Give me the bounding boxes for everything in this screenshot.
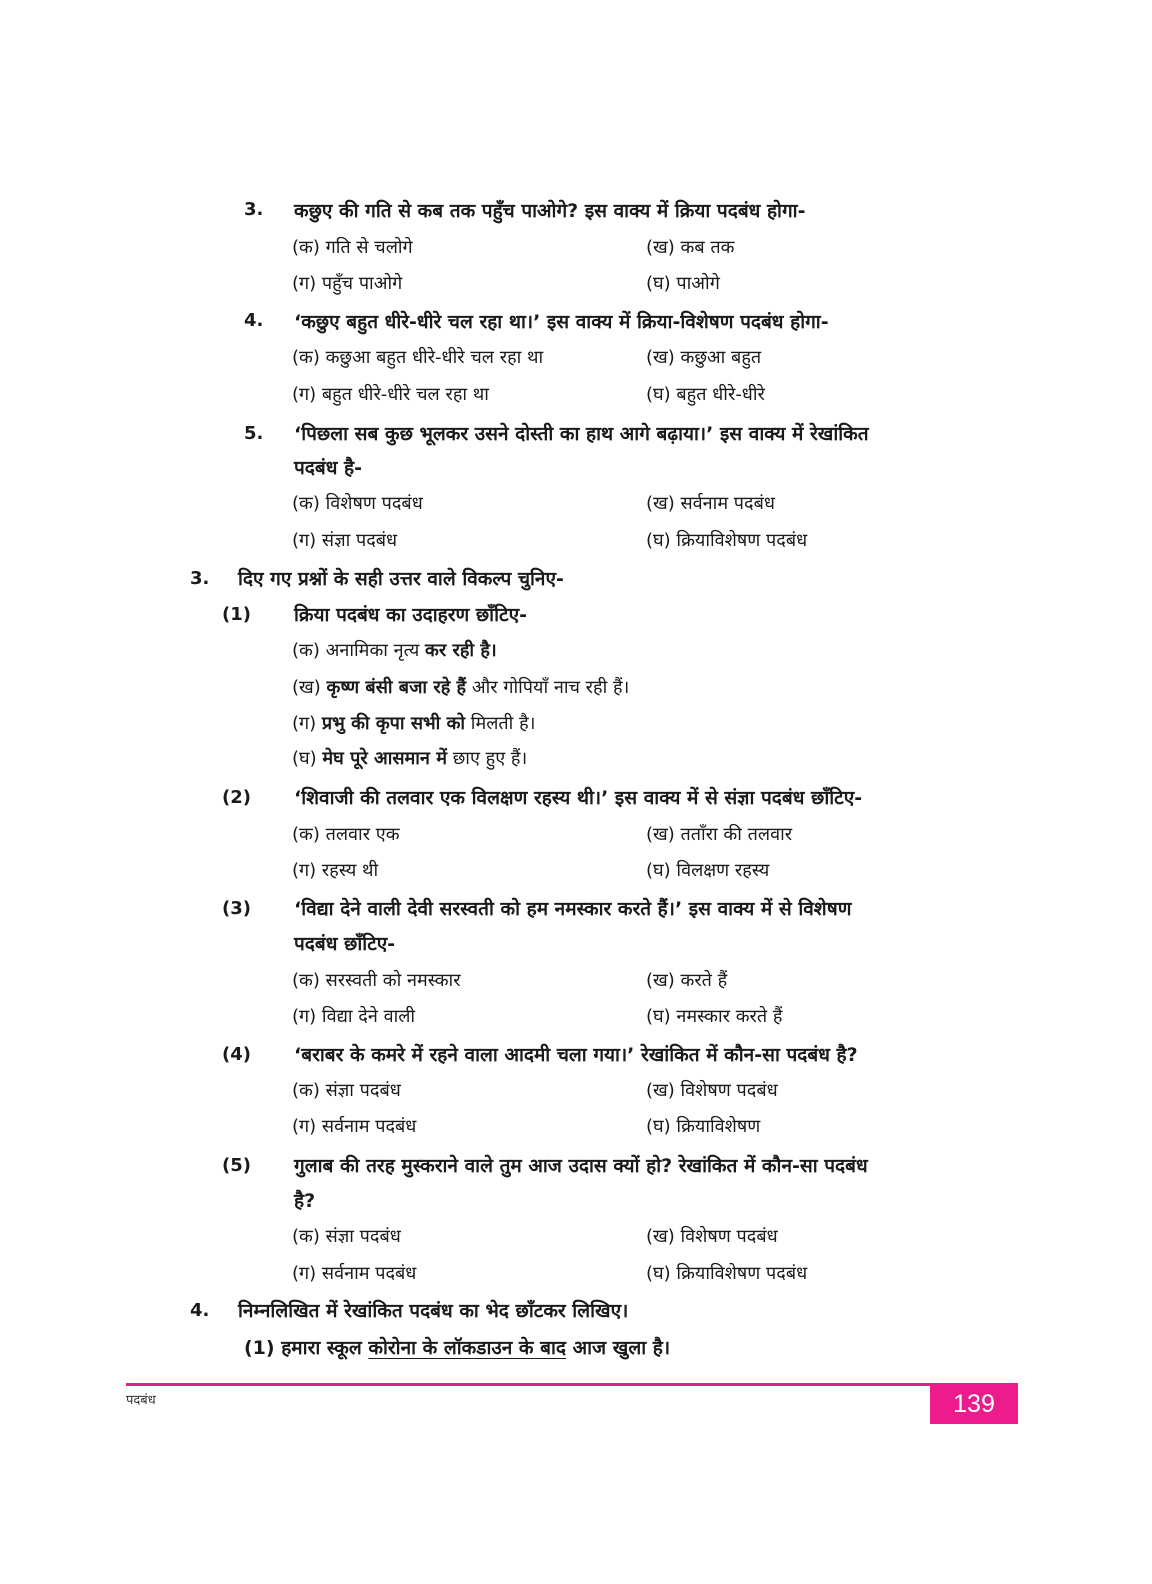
s3-q5-option-kha: (ख) विशेषण पदबंध	[646, 1226, 778, 1247]
q4a-option-kha: (ख) कछुआ बहुत	[646, 347, 762, 368]
s3-q1-option-ga: (ग) प्रभु की कृपा सभी को मिलती है।	[292, 713, 536, 734]
question-5a-number: 5.	[244, 423, 264, 444]
section-4-number: 4.	[190, 1300, 210, 1321]
question-3a-text: कछुए की गति से कब तक पहुँच पाओगे? इस वाक्य में क्रिया पदबंध होगा-	[294, 200, 806, 222]
s3-q5-option-ga: (ग) सर्वनाम पदबंध	[292, 1263, 417, 1284]
s3-q5-number: (5)	[222, 1155, 251, 1176]
q4a-option-ka: (क) कछुआ बहुत धीरे-धीरे चल रहा था	[292, 347, 544, 368]
q3a-option-kha: (ख) कब तक	[646, 237, 735, 258]
s4-item1-underlined: कोरोना के लॉकडाउन के बाद	[368, 1337, 567, 1359]
s3-q5-option-gha: (घ) क्रियाविशेषण पदबंध	[646, 1263, 808, 1284]
q5a-option-kha: (ख) सर्वनाम पदबंध	[646, 493, 775, 514]
section-4-title: निम्नलिखित में रेखांकित पदबंध का भेद छाँटकर लिखिए।	[238, 1300, 629, 1322]
s3-q5-line1: गुलाब की तरह मुस्कराने वाले तुम आज उदास क्यों हो? रेखांकित में कौन-सा पदबंध	[294, 1155, 868, 1177]
s3-q1-text: क्रिया पदबंध का उदाहरण छाँटिए-	[294, 604, 527, 626]
s3-q4-option-kha: (ख) विशेषण पदबंध	[646, 1080, 778, 1101]
question-5a-line1: ‘पिछला सब कुछ भूलकर उसने दोस्ती का हाथ आगे बढ़ाया।’ इस वाक्य में रेखांकित	[294, 423, 869, 445]
s3-q4-option-ka: (क) संज्ञा पदबंध	[292, 1080, 401, 1101]
section-3-title: दिए गए प्रश्नों के सही उत्तर वाले विकल्प चुनिए-	[238, 568, 564, 590]
question-3a-number: 3.	[244, 199, 264, 220]
s3-q2-option-gha: (घ) विलक्षण रहस्य	[646, 860, 770, 881]
s3-q4-text: ‘बराबर के कमरे में रहने वाला आदमी चला गया।’ रेखांकित में कौन-सा पदबंध है?	[294, 1044, 858, 1066]
q4a-option-gha: (घ) बहुत धीरे-धीरे	[646, 384, 765, 405]
s3-q2-text: ‘शिवाजी की तलवार एक विलक्षण रहस्य थी।’ इस वाक्य में से संज्ञा पदबंध छाँटिए-	[294, 787, 863, 809]
question-5a-line2: पदबंध है-	[294, 457, 363, 479]
footer-chapter-name: पदबंध	[126, 1393, 156, 1408]
s3-q3-number: (3)	[222, 898, 251, 919]
s3-q4-option-gha: (घ) क्रियाविशेषण	[646, 1116, 761, 1137]
s3-q3-option-gha: (घ) नमस्कार करते हैं	[646, 1006, 783, 1027]
s3-q2-option-ga: (ग) रहस्य थी	[292, 860, 379, 881]
s3-q5-line2: है?	[294, 1190, 316, 1212]
q5a-option-gha: (घ) क्रियाविशेषण पदबंध	[646, 530, 808, 551]
s3-q3-option-ka: (क) सरस्वती को नमस्कार	[292, 970, 461, 991]
question-4a-number: 4.	[244, 310, 264, 331]
section-3-number: 3.	[190, 568, 210, 589]
s3-q3-option-kha: (ख) करते हैं	[646, 970, 728, 991]
s4-item1-after: आज खुला है।	[572, 1337, 671, 1359]
q5a-option-ka: (क) विशेषण पदबंध	[292, 493, 423, 514]
s4-item1	[244, 1334, 670, 1360]
q3a-option-gha: (घ) पाओगे	[646, 273, 720, 294]
s3-q2-option-kha: (ख) तताँरा की तलवार	[646, 824, 793, 845]
s3-q3-line1: ‘विद्या देने वाली देवी सरस्वती को हम नमस्कार करते हैं।’ इस वाक्य में से विशेषण	[294, 898, 852, 920]
q3a-option-ga: (ग) पहुँच पाओगे	[292, 273, 403, 294]
s3-q2-option-ka: (क) तलवार एक	[292, 824, 400, 845]
q5a-option-ga: (ग) संज्ञा पदबंध	[292, 530, 398, 551]
s3-q5-option-ka: (क) संज्ञा पदबंध	[292, 1226, 401, 1247]
s3-q1-number: (1)	[222, 604, 251, 625]
s3-q4-option-ga: (ग) सर्वनाम पदबंध	[292, 1116, 417, 1137]
q4a-option-ga: (ग) बहुत धीरे-धीरे चल रहा था	[292, 384, 489, 405]
q3a-option-ka: (क) गति से चलोगे	[292, 237, 413, 258]
footer-rule	[126, 1383, 1018, 1386]
s3-q1-option-kha: (ख) कृष्ण बंसी बजा रहे हैं और गोपियाँ नाच रही हैं।	[292, 677, 630, 698]
s3-q4-number: (4)	[222, 1044, 251, 1065]
s4-item1-before: हमारा स्कूल	[281, 1337, 362, 1359]
page-number: 139	[930, 1384, 1018, 1424]
s3-q1-option-ka: (क) अनामिका नृत्य कर रही है।	[292, 640, 497, 661]
s3-q2-number: (2)	[222, 787, 251, 808]
s3-q3-option-ga: (ग) विद्या देने वाली	[292, 1006, 416, 1027]
s3-q1-option-gha: (घ) मेघ पूरे आसमान में छाए हुए हैं।	[292, 748, 528, 769]
s3-q3-line2: पदबंध छाँटिए-	[294, 933, 396, 955]
s4-item1-number: (1)	[244, 1337, 275, 1359]
question-4a-text: ‘कछुए बहुत धीरे-धीरे चल रहा था।’ इस वाक्य में क्रिया-विशेषण पदबंध होगा-	[294, 311, 829, 333]
